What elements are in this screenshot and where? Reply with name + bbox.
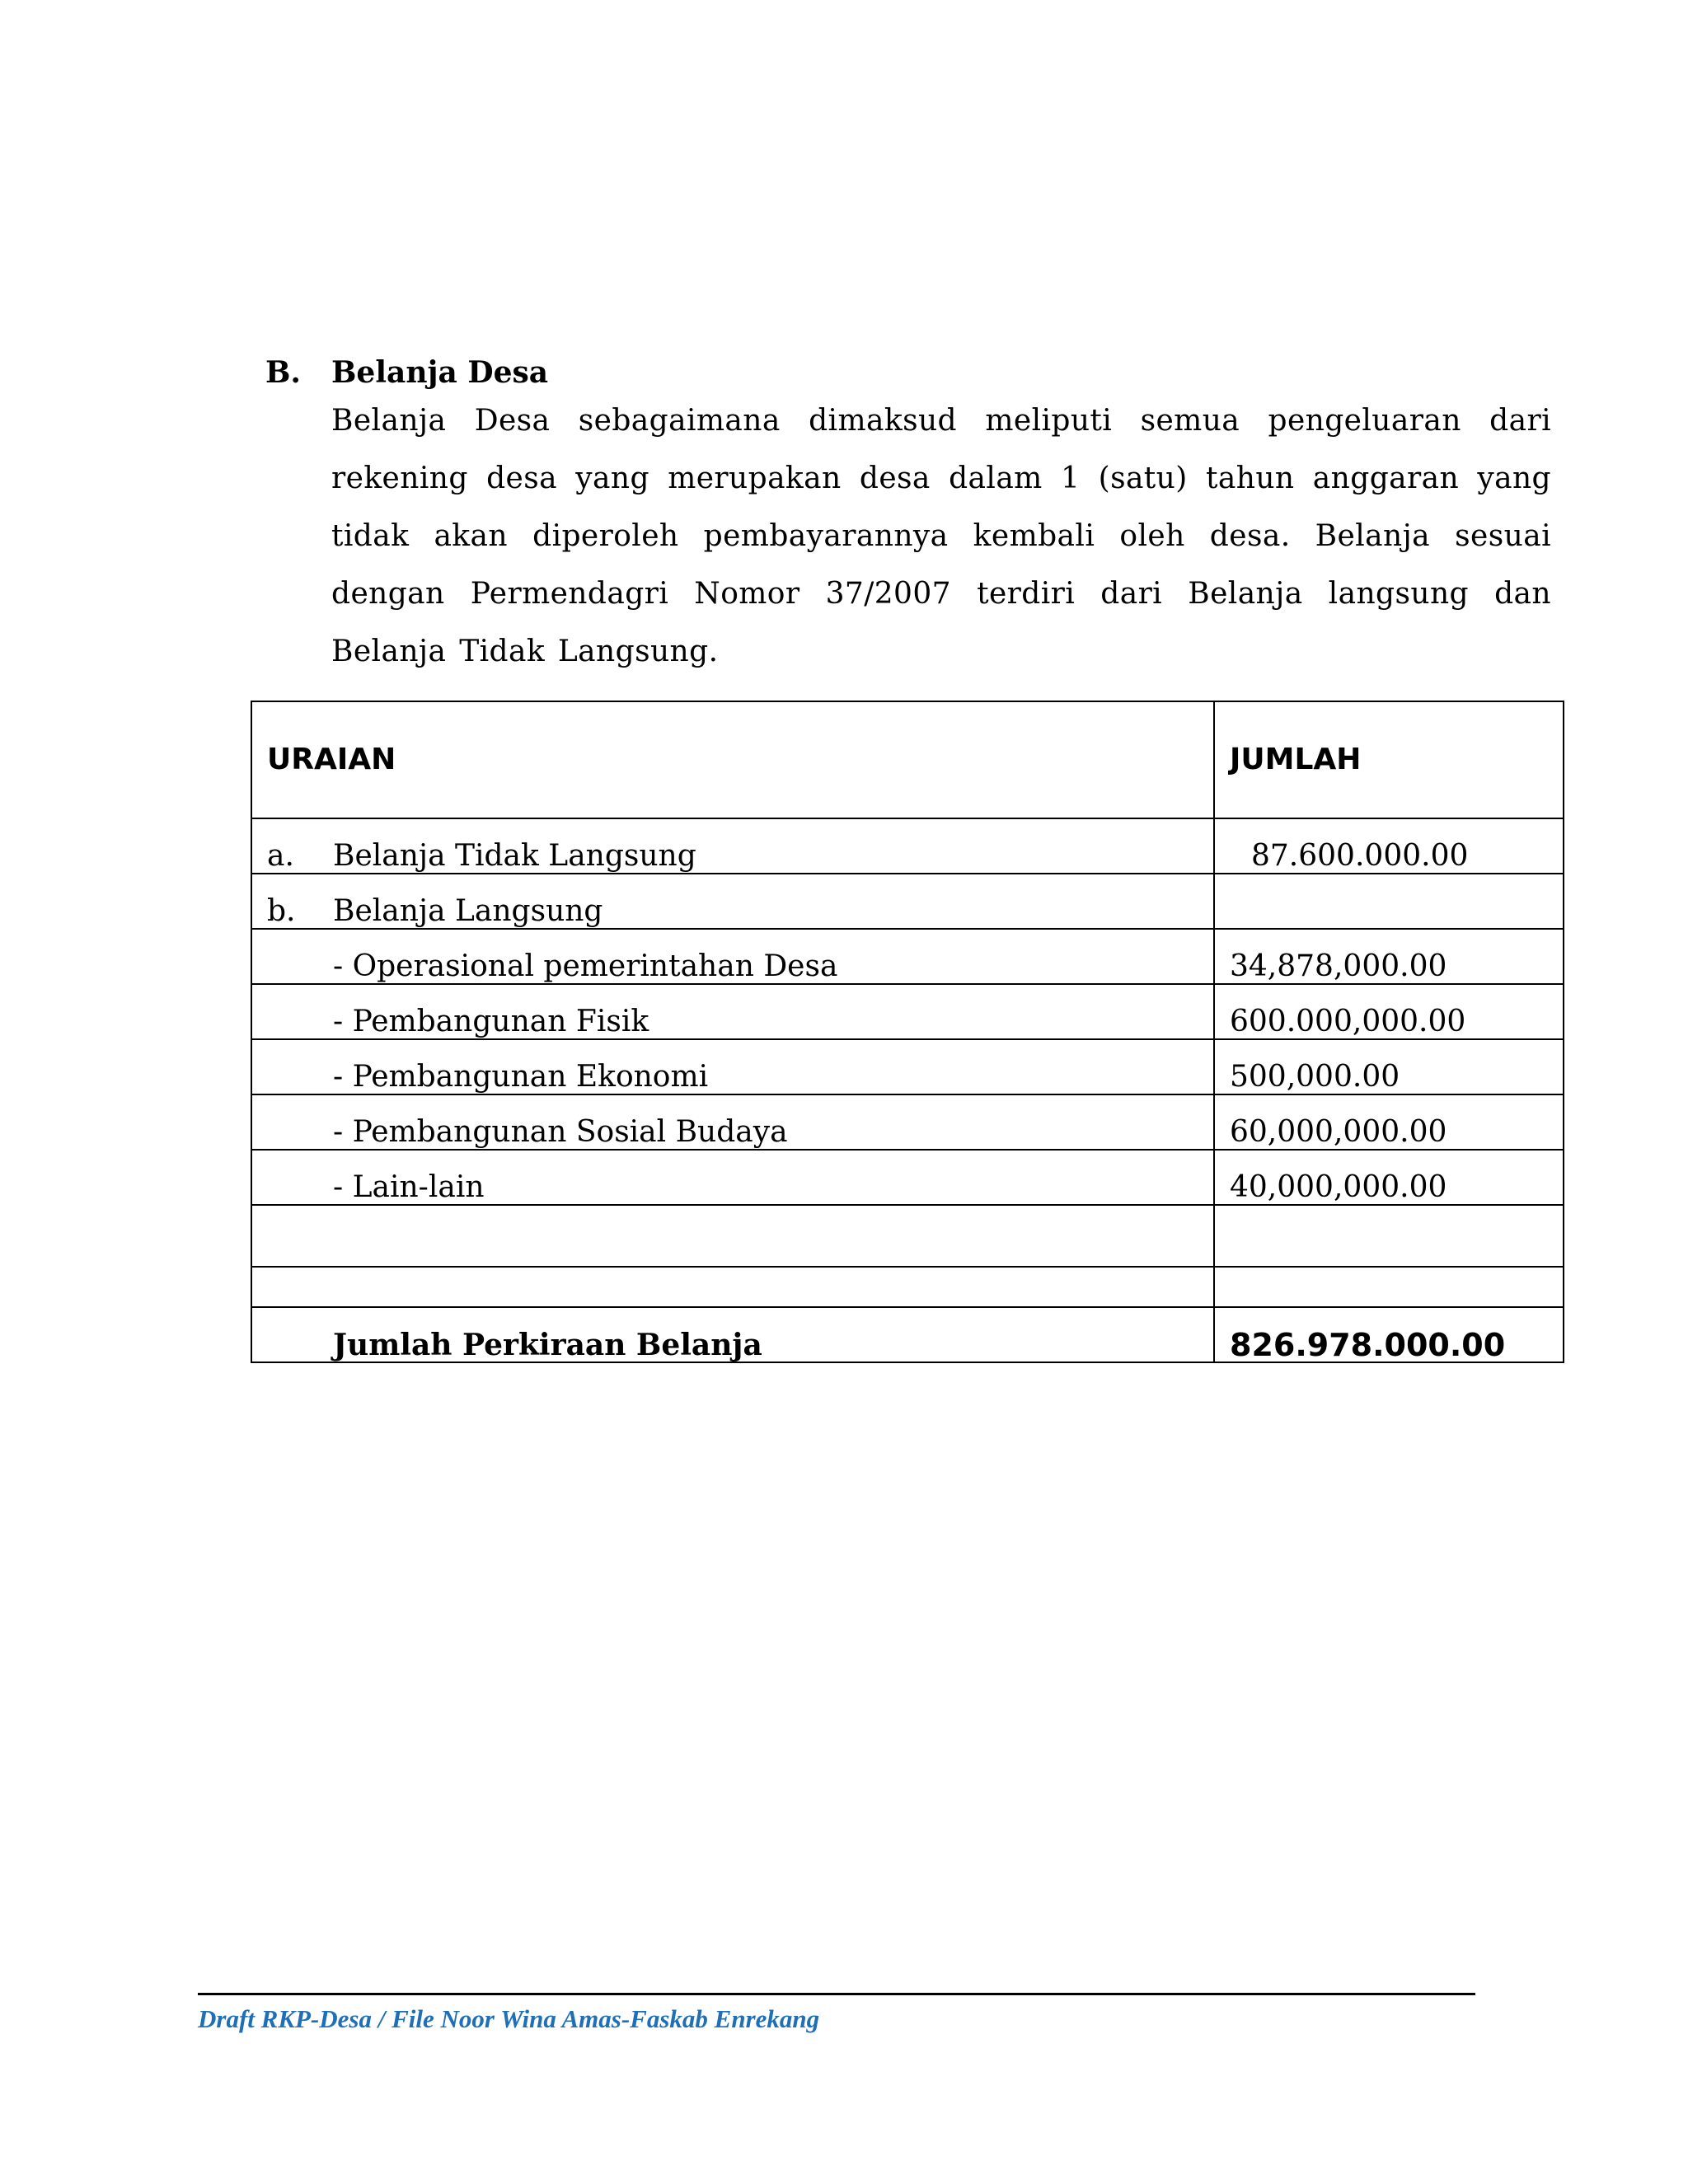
row-uraian xyxy=(251,818,1214,874)
table-row xyxy=(251,984,1564,1039)
row-label: Belanja Tidak Langsung xyxy=(333,839,696,873)
row-uraian xyxy=(251,1094,1214,1150)
row-amount: 600.000,000.00 xyxy=(1214,984,1564,1039)
section-belanja-desa xyxy=(265,353,1551,681)
table-row xyxy=(251,929,1564,984)
table-row xyxy=(251,818,1564,874)
section-title: Belanja Desa xyxy=(331,355,549,390)
total-row xyxy=(251,1307,1564,1362)
section-letter: B. xyxy=(265,355,301,390)
table-row xyxy=(251,1039,1564,1094)
total-uraian xyxy=(251,1307,1214,1362)
row-label: Belanja Langsung xyxy=(333,894,603,928)
table-header-row xyxy=(251,701,1564,818)
section-paragraph: Belanja Desa sebagaimana dimaksud meliputi semua pengeluaran dari rekening desa yang merupakan desa dalam 1 (satu) tahun anggaran yang tidak akan diperoleh pembayarannya kembali oleh desa. Belanja sesuai dengan Permendagri Nomor 37/2007 terdiri dari Belanja langsung dan Belanja Tidak Langsung. xyxy=(331,404,1551,668)
row-uraian xyxy=(251,874,1214,929)
row-amount: 500,000.00 xyxy=(1214,1039,1564,1094)
table-row xyxy=(251,1094,1564,1150)
row-uraian xyxy=(251,929,1214,984)
row-label: - Pembangunan Ekonomi xyxy=(333,1060,709,1094)
table-row xyxy=(251,1150,1564,1205)
row-amount: 87.600.000.00 xyxy=(1214,818,1564,874)
header-jumlah: JUMLAH xyxy=(1214,701,1564,818)
budget-table xyxy=(251,701,1564,1363)
row-amount: 60,000,000.00 xyxy=(1214,1094,1564,1150)
header-uraian: URAIAN xyxy=(251,701,1214,818)
footer-divider xyxy=(198,1993,1475,1995)
row-amount: 34,878,000.00 xyxy=(1214,929,1564,984)
row-amount: 40,000,000.00 xyxy=(1214,1150,1564,1205)
empty-row xyxy=(251,1205,1564,1267)
row-label: - Lain-lain xyxy=(333,1170,485,1204)
row-index: b. xyxy=(267,894,296,928)
row-uraian xyxy=(251,1039,1214,1094)
row-index: a. xyxy=(267,839,294,873)
row-label: - Pembangunan Sosial Budaya xyxy=(333,1115,788,1149)
table-row xyxy=(251,874,1564,929)
empty-row xyxy=(251,1267,1564,1307)
total-label: Jumlah Perkiraan Belanja xyxy=(333,1328,762,1362)
total-amount: 826.978.000.00 xyxy=(1214,1307,1564,1362)
row-uraian xyxy=(251,1150,1214,1205)
section-heading xyxy=(265,353,1551,392)
footer-text: Draft RKP-Desa / File Noor Wina Amas-Faskab Enrekang xyxy=(198,2004,820,2033)
row-amount xyxy=(1214,874,1564,929)
row-label: - Pembangunan Fisik xyxy=(333,1005,649,1038)
row-uraian xyxy=(251,984,1214,1039)
row-label: - Operasional pemerintahan Desa xyxy=(333,949,838,983)
